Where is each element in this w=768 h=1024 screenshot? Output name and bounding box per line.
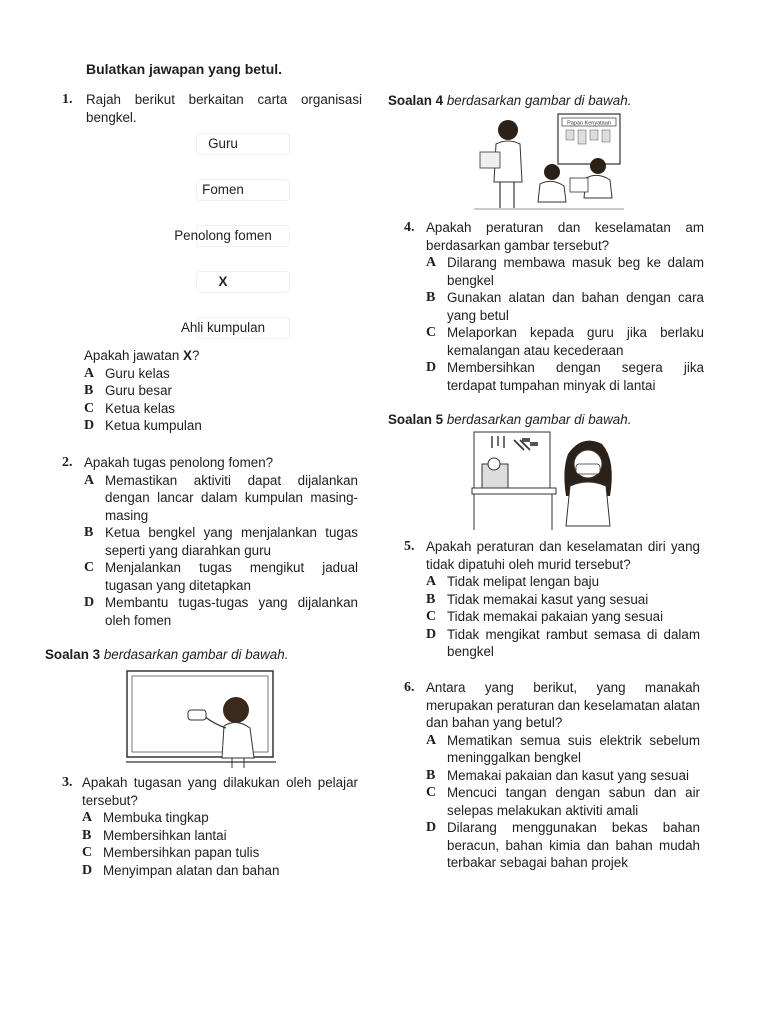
option-c[interactable]: C Tidak memakai pakaian yang sesuai — [426, 609, 664, 624]
option-b[interactable]: B Ketua bengkel yang menjalankan tugas seperti yang diarahkan guru — [84, 525, 358, 558]
org-chart-level-fomen: Fomen — [202, 182, 244, 197]
question-number: 2. — [62, 455, 73, 470]
option-b[interactable]: B Memakai pakaian dan kasut yang sesuai — [426, 767, 689, 783]
org-chart-level-penolong-fomen: Penolong fomen — [174, 228, 272, 243]
option-b[interactable]: B Tidak memakai kasut yang sesuai — [426, 591, 649, 607]
section-header-soalan-5: Soalan 5 berdasarkan gambar di bawah. — [388, 412, 632, 427]
option-d[interactable]: D Tidak mengikat rambut semasa di dalam bengkel — [426, 626, 700, 659]
org-chart-level-ahli-kumpulan: Ahli kumpulan — [180, 320, 266, 335]
question-number: 5. — [404, 539, 415, 554]
question-3 — [62, 774, 358, 879]
question-number: 3. — [62, 775, 73, 790]
question-text: Apakah tugasan yang dilakukan oleh pelajar tersebut? — [82, 775, 358, 808]
question-text: Antara yang berikut, yang manakah merupakan peraturan dan keselamatan alatan dan bahan yang betul? — [426, 680, 700, 730]
question-text: Apakah peraturan dan keselamatan am berdasarkan gambar tersebut? — [426, 220, 704, 253]
option-a[interactable]: A Membuka tingkap — [82, 810, 209, 825]
question-4 — [404, 219, 704, 394]
org-chart-level-x: X — [218, 274, 228, 289]
option-d[interactable]: D Membantu tugas-tugas yang dijalankan oleh fomen — [84, 595, 358, 628]
option-d[interactable]: D Ketua kumpulan — [84, 418, 202, 433]
question-number: 4. — [404, 220, 415, 235]
option-b[interactable]: B Membersihkan lantai — [82, 827, 227, 843]
question-text: Apakah peraturan dan keselamatan diri yang tidak dipatuhi oleh murid tersebut? — [426, 539, 700, 572]
question-ask: Apakah jawatan X? — [84, 348, 200, 363]
illustration-workshop-student — [470, 430, 620, 534]
option-a[interactable]: A Mematikan semua suis elektrik sebelum meninggalkan bengkel — [426, 732, 700, 765]
question-1 — [62, 91, 362, 126]
option-c[interactable]: C Ketua kelas — [84, 400, 175, 416]
option-d[interactable]: D Menyimpan alatan dan bahan — [82, 862, 280, 878]
option-c[interactable]: C Menjalankan tugas mengikut jadual tugasan yang ditetapkan — [84, 560, 358, 593]
option-b[interactable]: B Guru besar — [84, 383, 172, 398]
section-header-soalan-4: Soalan 4 berdasarkan gambar di bawah. — [388, 93, 632, 108]
option-a[interactable]: A Memastikan aktiviti dapat dijalankan dengan lancar dalam kumpulan masing-masing — [84, 472, 358, 523]
option-d[interactable]: D Dilarang menggunakan bekas bahan beracun, bahan kimia dan bahan mudah terbakar sebagai bahan projek — [426, 820, 700, 870]
section-header-soalan-3: Soalan 3 berdasarkan gambar di bawah. — [45, 647, 289, 662]
question-text: Apakah tugas penolong fomen? — [84, 455, 274, 470]
question-6 — [404, 679, 700, 872]
option-c[interactable]: C Membersihkan papan tulis — [82, 845, 260, 860]
instruction: Bulatkan jawapan yang betul. — [86, 61, 283, 77]
question-number: 1. — [62, 92, 73, 107]
illustration-cleaning-whiteboard — [126, 670, 276, 770]
question-1-options — [62, 347, 362, 435]
question-text: Rajah berikut berkaitan carta organisasi bengkel. — [86, 92, 362, 125]
option-a[interactable]: A Guru kelas — [84, 365, 170, 381]
option-d[interactable]: D Membersihkan dengan segera jika terdapat tumpahan minyak di lantai — [426, 360, 704, 393]
question-2 — [62, 454, 358, 629]
option-b[interactable]: B Gunakan alatan dan bahan dengan cara yang betul — [426, 290, 704, 323]
question-number: 6. — [404, 680, 415, 695]
option-c[interactable]: C Mencuci tangan dengan sabun dan air selepas melakukan aktiviti amali — [426, 785, 700, 818]
option-a[interactable]: A Dilarang membawa masuk beg ke dalam bengkel — [426, 255, 704, 288]
option-a[interactable]: A Tidak melipat lengan baju — [426, 574, 600, 589]
illustration-classroom — [474, 112, 624, 212]
board-label: Papan Kenyataan — [567, 120, 611, 127]
org-chart-level-guru: Guru — [208, 136, 238, 151]
question-5 — [404, 538, 700, 661]
option-c[interactable]: C Melaporkan kepada guru jika berlaku kemalangan atau kecederaan — [426, 325, 704, 358]
